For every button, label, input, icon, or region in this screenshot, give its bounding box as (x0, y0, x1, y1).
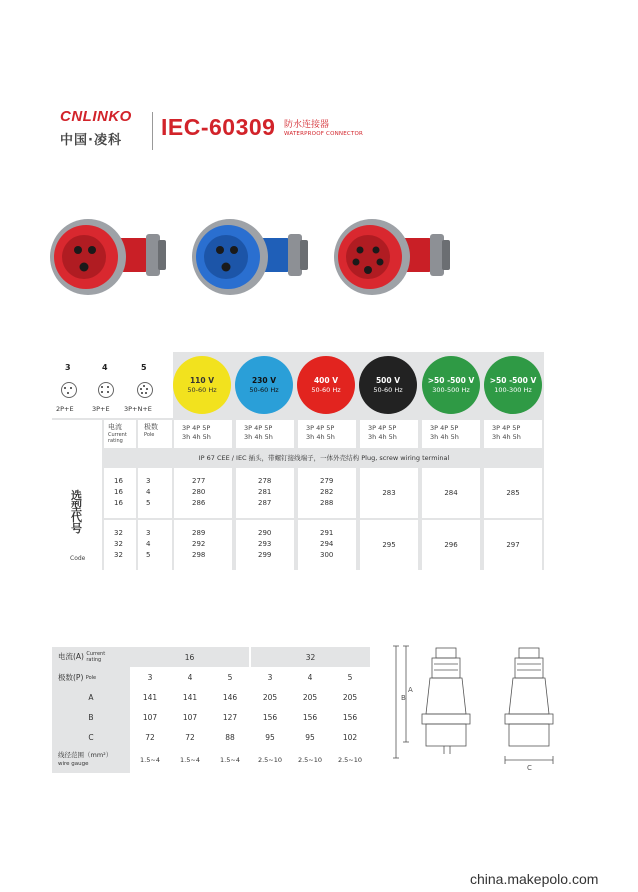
code-110v-16a: 277 280 286 (174, 468, 232, 518)
brand-logo (60, 108, 150, 148)
dimension-drawing (382, 638, 578, 778)
table-cell: 107 (182, 712, 198, 722)
table-cell: 107 (142, 712, 158, 722)
header-divider (152, 112, 153, 150)
table-cell: 2.5~10 (257, 756, 283, 764)
pin-label: 3P+N+E (124, 405, 152, 413)
voltage-500v-badge: 500 V 50-60 Hz (359, 356, 417, 414)
voltage-100-300hz-badge: >50 -500 V 100-300 Hz (484, 356, 542, 414)
plug-image-red-3pin (48, 210, 178, 300)
code-500v-16a: 283 (360, 468, 418, 518)
table-cell: 156 (262, 712, 278, 722)
code-400v-16a: 279 282 288 (298, 468, 356, 518)
table-row (52, 727, 370, 747)
pin-count: 5 (141, 363, 147, 372)
current-32-col: 32 32 32 (104, 520, 136, 570)
table-cell: 95 (265, 732, 275, 742)
config-cell: 3P 4P 5P 3h 4h 5h (484, 420, 542, 448)
voltage-300-500hz-badge: >50 -500 V 300-500 Hz (422, 356, 480, 414)
table-cell: 205 (262, 692, 278, 702)
table-cell: 72 (185, 732, 195, 742)
table-cell: 205 (302, 692, 318, 702)
config-cell: 3P 4P 5P 3h 4h 5h (236, 420, 294, 448)
dimension-label-b: B (401, 694, 406, 702)
table-cell: 4 (187, 672, 193, 682)
voltage-230v-badge: 230 V 50-60 Hz (235, 356, 293, 414)
current-16-col: 16 16 16 (104, 468, 136, 518)
source-watermark: china.makepolo.com (470, 871, 599, 887)
pin-label: 2P+E (56, 405, 74, 413)
table-cell: 141 (182, 692, 198, 702)
code-230v-32a: 290 293 299 (236, 520, 294, 570)
table-cell: 205 (342, 692, 358, 702)
dimension-table (52, 647, 370, 773)
plug-image-red-5pin (332, 210, 462, 300)
current-header: 电流 Current rating (104, 420, 136, 448)
row-header-c: C (52, 727, 130, 747)
config-cell: 3P 4P 5P 3h 4h 5h (298, 420, 356, 448)
dimension-label-a: A (408, 686, 413, 694)
pin-label: 3P+E (92, 405, 110, 413)
standard-title: IEC-60309 (161, 114, 276, 140)
table-cell: 146 (222, 692, 238, 702)
table-cell: 5 (347, 672, 353, 682)
pin-count: 3 (65, 363, 71, 372)
selection-table (52, 352, 544, 570)
table-cell: 95 (305, 732, 315, 742)
pin-options-cell (52, 352, 173, 418)
voltage-400v-badge: 400 V 50-60 Hz (297, 356, 355, 414)
code-110v-32a: 289 292 298 (174, 520, 232, 570)
config-cell: 3P 4P 5P 3h 4h 5h (174, 420, 232, 448)
table-cell: 141 (142, 692, 158, 702)
table-cell: 2.5~10 (297, 756, 323, 764)
table-row (52, 747, 370, 773)
table-cell: 156 (302, 712, 318, 722)
code-400v-32a: 291 294 300 (298, 520, 356, 570)
code-300-500hz-16a: 284 (422, 468, 480, 518)
pole-header: 极数 Pole (138, 420, 172, 448)
voltage-110v-badge: 110 V 50-60 Hz (173, 356, 231, 414)
code-label-cn: 选型代号 (71, 489, 82, 535)
poles-32-col: 3 4 5 (138, 520, 172, 570)
table-cell: 127 (222, 712, 238, 722)
code-230v-16a: 278 281 287 (236, 468, 294, 518)
logo-wordmark: CNLINKO (60, 108, 132, 125)
code-100-300hz-16a: 285 (484, 468, 542, 518)
row-header-a: A (52, 687, 130, 707)
title-english: WATERPROOF CONNECTOR (284, 131, 364, 137)
config-cell: 3P 4P 5P 3h 4h 5h (422, 420, 480, 448)
table-cell: 1.5~4 (220, 756, 240, 764)
table-cell: 3 (267, 672, 273, 682)
table-cell: 4 (307, 672, 313, 682)
logo-chinese: 中国·凌科 (60, 133, 122, 148)
title-chinese: 防水连接器 (284, 120, 330, 130)
table-cell: 1.5~4 (140, 756, 160, 764)
pin-layout-5-icon (137, 382, 153, 398)
table-cell: 5 (227, 672, 233, 682)
code-label-en: Code (70, 555, 86, 562)
table-row (52, 667, 370, 687)
code-100-300hz-32a: 297 (484, 520, 542, 570)
table-cell: 156 (342, 712, 358, 722)
table-cell: 2.5~10 (337, 756, 363, 764)
table-cell: 102 (342, 732, 358, 742)
table-cell: 3 (147, 672, 153, 682)
table-cell: 88 (225, 732, 235, 742)
pin-layout-4-icon (98, 382, 114, 398)
code-500v-32a: 295 (360, 520, 418, 570)
ip-rating-note: IP 67 CEE / IEC 插头，带螺钉接线端子，一体外壳结构 Plug, screw wiring terminal (198, 454, 450, 462)
plug-image-blue-3pin (190, 210, 320, 300)
config-cell: 3P 4P 5P 3h 4h 5h (360, 420, 418, 448)
pin-count: 4 (102, 363, 108, 372)
row-header-wire-gauge: 线径范围（mm²） wire gauge (52, 747, 130, 773)
row-header-current: 电流(A) Current rating (52, 647, 130, 667)
row-header-pole: 极数(P) Pole (52, 667, 130, 687)
table-cell: 1.5~4 (180, 756, 200, 764)
table-row (52, 687, 370, 707)
dimension-label-c: C (527, 764, 532, 772)
current-16-header: 16 (130, 647, 250, 667)
table-row (52, 647, 370, 667)
table-cell: 72 (145, 732, 155, 742)
current-32-header: 32 (250, 647, 370, 667)
table-row (52, 707, 370, 727)
code-300-500hz-32a: 296 (422, 520, 480, 570)
poles-16-col: 3 4 5 (138, 468, 172, 518)
code-label-cell (52, 420, 102, 570)
pin-layout-3-icon (61, 382, 77, 398)
row-header-b: B (52, 707, 130, 727)
